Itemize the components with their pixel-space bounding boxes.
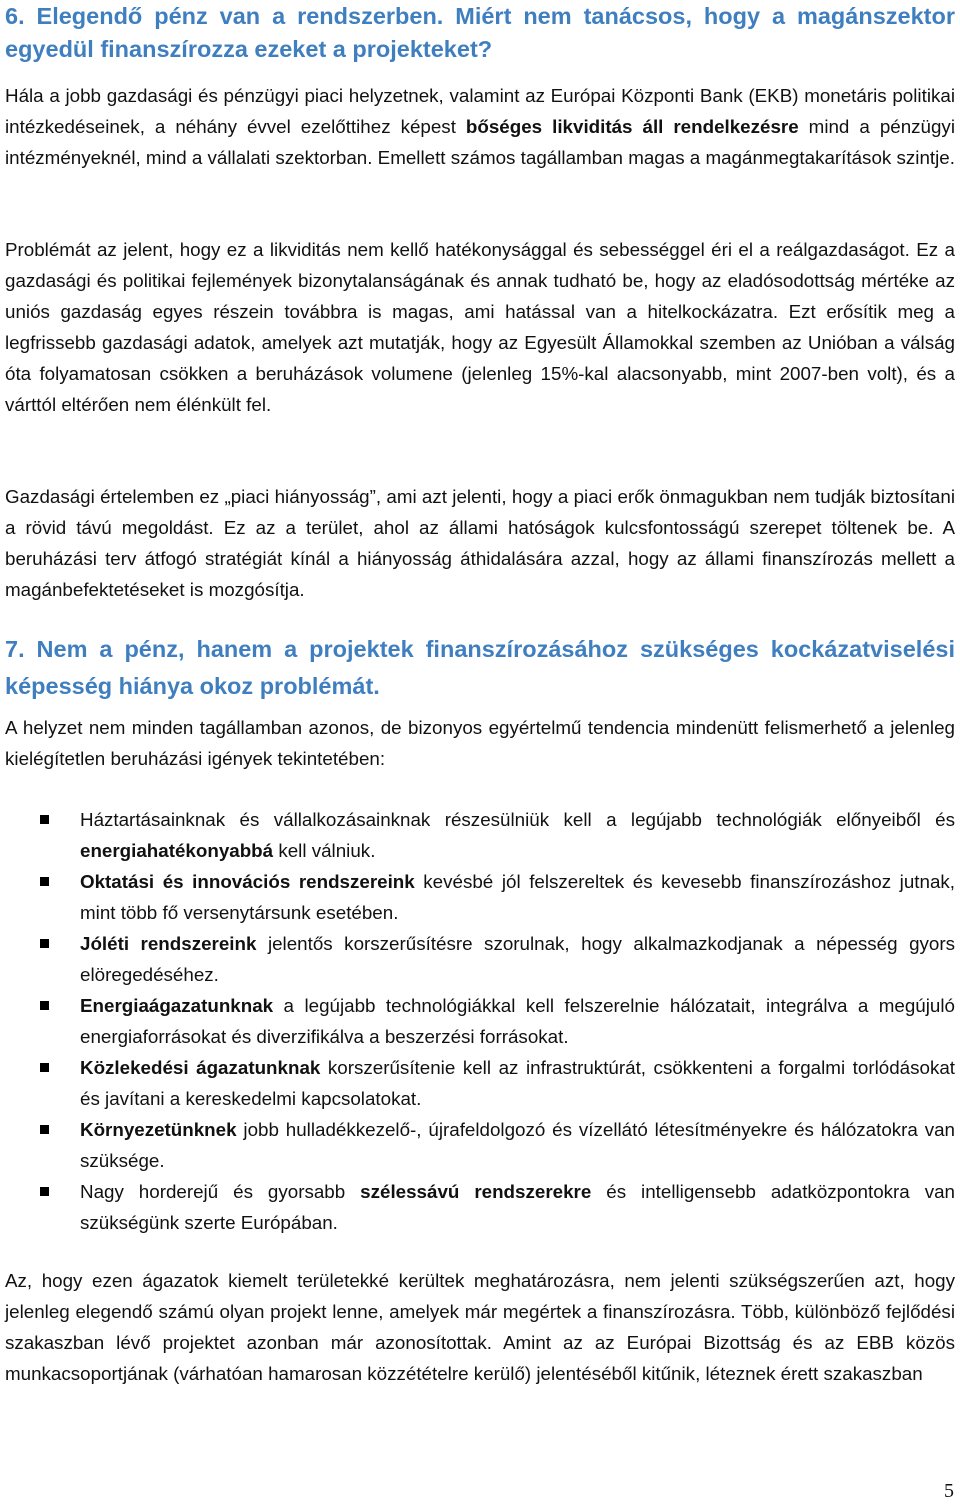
bullet-square-icon xyxy=(40,1063,49,1072)
list-item-text: és intelligensebb adatközpontokra van szükségünk szerte Európában. xyxy=(80,1181,955,1233)
list-item-text: kell válniuk. xyxy=(273,840,376,861)
list-item xyxy=(5,1176,955,1238)
list-item-bold: Oktatási és innovációs rendszereink xyxy=(80,871,415,892)
bullet-square-icon xyxy=(40,1125,49,1134)
list-item-bold: Jóléti rendszereink xyxy=(80,933,257,954)
list-item xyxy=(5,1114,955,1176)
bullet-square-icon xyxy=(40,1001,49,1010)
section-7-heading: 7. Nem a pénz, hanem a projektek finanszírozásához szükséges kockázatviselési képesség hiánya okoz problémát. xyxy=(5,636,955,699)
paragraph-situation: A helyzet nem minden tagállamban azonos, de bizonyos egyértelmű tendencia mindenütt felismerhető a jelenleg kielégítetlen beruházási igények tekintetében: xyxy=(5,717,955,769)
investment-needs-list xyxy=(5,804,955,1238)
list-item-text: jelentős korszerűsítésre szorulnak, hogy alkalmazkodjanak a népesség gyors elöregedéséhez. xyxy=(80,933,955,985)
list-item-bold: energiahatékonyabbá xyxy=(80,840,274,861)
paragraph-market-failure: Gazdasági értelemben ez „piaci hiányosság”, ami azt jelenti, hogy a piaci erők önmagukban nem tudják biztosítani a rövid távú megoldást. Ez az a terület, ahol az állami hatóságok kulcsfontosságú szerepet töltenek be. A beruházási terv átfogó stratégiát kínál a hiányosság áthidalására azzal, hogy az állami finanszírozás mellett a magánbefektetéseket is mozgósítja. xyxy=(5,486,955,600)
list-item xyxy=(5,928,955,990)
section-6-heading: 6. Elegendő pénz van a rendszerben. Miért nem tanácsos, hogy a magánszektor egyedül finanszírozza ezeket a projekteket? xyxy=(5,3,955,62)
paragraph-problem: Problémát az jelent, hogy ez a likviditás nem kellő hatékonysággal és sebességgel éri el a reálgazdaságot. Ez a gazdasági és politikai fejlemények bizonytalanságának és annak tudható be, hogy az eladósodottság mértéke az uniós gazdaság egyes részein továbbra is magas, ami hatással van a hitelkockázatra. Ezt erősítik meg a legfrissebb gazdasági adatok, amelyek azt mutatják, hogy az Egyesült Államokkal szemben az Unióban a válság óta folyamatosan csökken a beruházások volumene (jelenleg 15%-kal alacsonyabb, mint 2007-ben volt), és a várttól eltérően nem élénkült fel. xyxy=(5,239,955,415)
list-item-bold: szélessávú rendszerekre xyxy=(360,1181,592,1202)
paragraph-liquidity-bold: bőséges likviditás áll rendelkezésre xyxy=(465,116,799,137)
list-item xyxy=(5,866,955,928)
list-item-text: korszerűsítenie kell az infrastruktúrát, csökkenteni a forgalmi torlódásokat és javítani a kereskedelmi kapcsolatokat. xyxy=(80,1057,955,1109)
paragraph-liquidity-text-a: Hála a jobb gazdasági és pénzügyi piaci helyzetnek, valamint az Európai Központi Bank (EKB) monetáris politikai intézkedéseinek, a néhány évvel ezelőttihez képest xyxy=(5,85,955,137)
list-item xyxy=(5,990,955,1052)
list-item-text: jobb hulladékkezelő-, újrafeldolgozó és vízellátó létesítményekre és hálózatokra van szüksége. xyxy=(80,1119,955,1171)
list-item xyxy=(5,1052,955,1114)
list-item-text: Nagy horderejű és gyorsabb xyxy=(80,1181,361,1202)
bullet-square-icon xyxy=(40,815,49,824)
list-item-bold: Energiaágazatunknak xyxy=(80,995,274,1016)
list-item xyxy=(5,804,955,866)
list-item-text: Háztartásainknak és vállalkozásainknak részesülniük kell a legújabb technológiák előnyeiből és xyxy=(80,809,955,830)
paragraph-liquidity xyxy=(5,80,955,173)
bullet-square-icon xyxy=(40,1187,49,1196)
list-item-text: a legújabb technológiákkal kell felszerelnie hálózatait, integrálva a megújuló energiaforrásokat és diverzifikálva a beszerzési forrásokat. xyxy=(80,995,955,1047)
paragraph-liquidity-text-c: mind a pénzügyi intézményeknél, mind a vállalati szektorban. Emellett számos tagállamban magas a magánmegtakarítások szintje. xyxy=(5,116,955,168)
bullet-square-icon xyxy=(40,939,49,948)
page-number: 5 xyxy=(944,1480,954,1502)
paragraph-sectors: Az, hogy ezen ágazatok kiemelt területekké kerültek meghatározásra, nem jelenti szükségszerűen azt, hogy jelenleg elegendő számú olyan projekt lenne, amelyek már megértek a finanszírozásra. Több, különböző fejlődési szakaszban lévő projektet azonban már azonosítottak. Amint az az Európai Bizottság és az EBB közös munkacsoportjának (várhatóan hamarosan közzétételre kerülő) jelentéséből kitűnik, léteznek érett szakaszban xyxy=(5,1270,955,1384)
list-item-bold: Közlekedési ágazatunknak xyxy=(80,1057,321,1078)
list-item-bold: Környezetünknek xyxy=(80,1119,237,1140)
bullet-square-icon xyxy=(40,877,49,886)
list-item-text: kevésbé jól felszereltek és kevesebb finanszírozáshoz jutnak, mint több fő versenytársunk esetében. xyxy=(80,871,955,923)
